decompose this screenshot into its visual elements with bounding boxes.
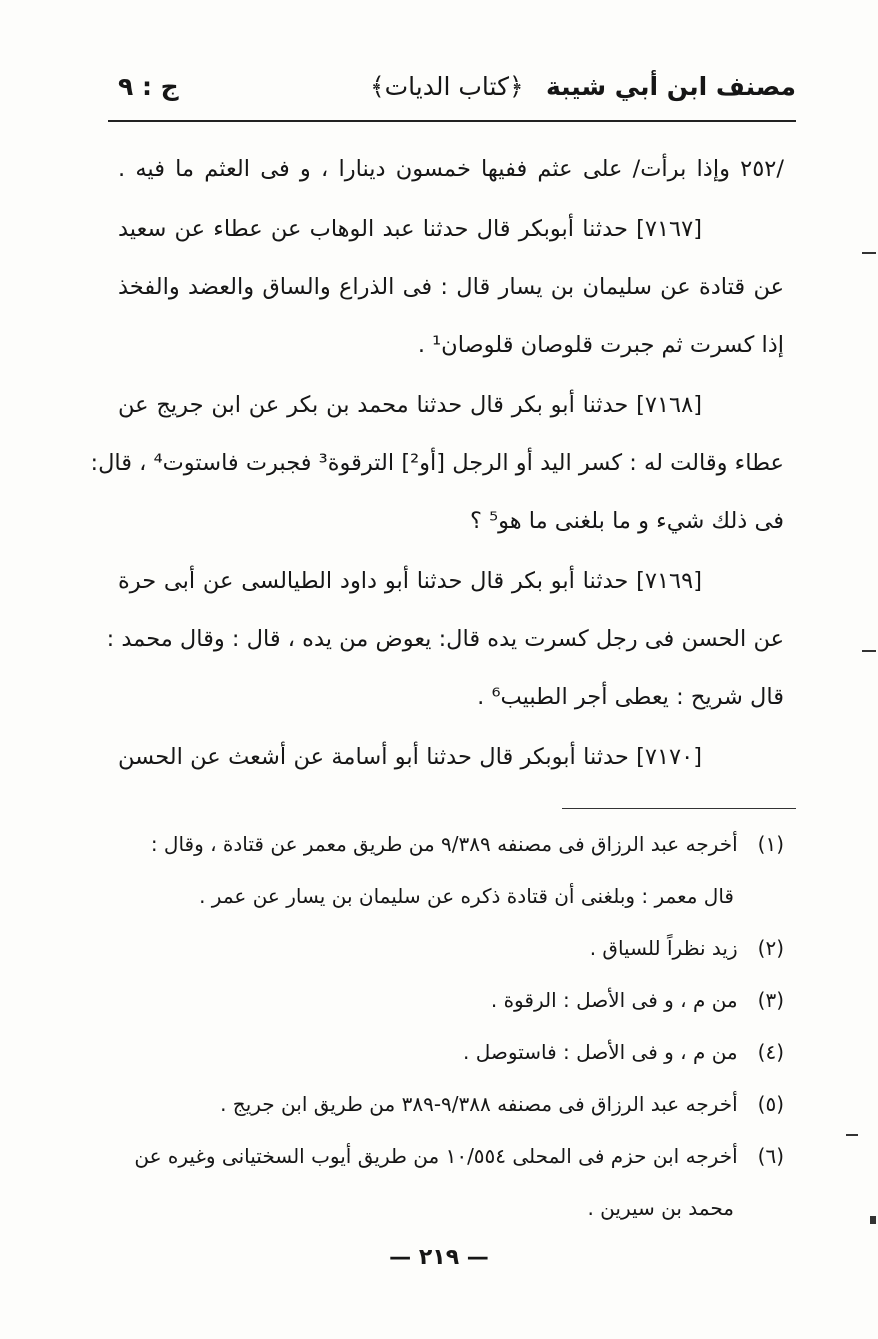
footnote [118, 974, 784, 1026]
footnote-text: أخرجه عبد الرزاق فى مصنفه ٩/٣٨٩ من طريق معمر عن قتادة ، وقال : [150, 832, 738, 856]
text-line: [٧١٦٩] حدثنا أبو بكر قال حدثنا أبو داود الطيالسى عن أبى حرة [118, 568, 702, 594]
text-line: [٧١٧٠] حدثنا أبوبكر قال حدثنا أبو أسامة عن أشعث عن الحسن [118, 744, 702, 770]
footnotes [118, 818, 784, 1234]
footnote [118, 1026, 784, 1078]
chapter-title: ﴿كتاب الديات﴾ [370, 72, 524, 101]
footnote-number: (٣) [757, 988, 784, 1012]
scan-artifact [862, 650, 876, 652]
footnote [118, 1130, 784, 1182]
footnote [118, 818, 784, 870]
text-line: قال شريح : يعطى أجر الطبيب⁶ . [477, 684, 784, 710]
header-rule [108, 120, 796, 122]
footnote-text: أخرجه عبد الرزاق فى مصنفه ٩/٣٨٨-٣٨٩ من طريق ابن جريج . [220, 1092, 738, 1116]
footnote-number: (٢) [757, 936, 784, 960]
footnote-number: (٤) [757, 1040, 784, 1064]
text-line: [٧١٦٨] حدثنا أبو بكر قال حدثنا محمد بن بكر عن ابن جريج عن [118, 392, 702, 418]
text-line: فى ذلك شيء و ما بلغنى ما هو⁵ ؟ [469, 508, 784, 534]
page-number: — ٢١٩ — [389, 1245, 489, 1270]
footnote-number: (١) [757, 832, 784, 856]
book-title: مصنف ابن أبي شيبة [545, 72, 796, 101]
text-line: /٢٥٢ وإذا برأت/ على عثم ففيها خمسون دينارا ، و فى العثم ما فيه . [118, 156, 784, 182]
page-header [108, 68, 796, 118]
text-line: عن قتادة عن سليمان بن يسار قال : فى الذراع والساق والعضد والفخذ [118, 274, 784, 300]
volume-number: ج : ٩ [118, 72, 179, 101]
footnote-number: (٥) [757, 1092, 784, 1116]
footnote-rule [562, 808, 796, 809]
footnote [118, 1078, 784, 1130]
scan-artifact [870, 1216, 876, 1224]
footnote-text: من م ، و فى الأصل : الرقوة . [490, 988, 738, 1012]
footnote-text: أخرجه ابن حزم فى المحلى ١٠/٥٥٤ من طريق أيوب السختيانى وغيره عن [134, 1144, 738, 1168]
text-line: عن الحسن فى رجل كسرت يده قال: يعوض من يده ، قال : وقال محمد : [106, 626, 784, 652]
footnote-text: زيد نظراً للسياق . [589, 936, 738, 960]
text-line: عطاء وقالت له : كسر اليد أو الرجل [أو²] الترقوة³ فجبرت فاستوت⁴ ، قال: [90, 450, 784, 476]
main-text [90, 140, 784, 786]
text-line: [٧١٦٧] حدثنا أبوبكر قال حدثنا عبد الوهاب عن عطاء عن سعيد [118, 216, 702, 242]
footnote-continuation: محمد بن سيرين . [587, 1196, 734, 1220]
footnote-text: من م ، و فى الأصل : فاستوصل . [463, 1040, 738, 1064]
footnote [118, 922, 784, 974]
footnote-continuation: قال معمر : وبلغنى أن قتادة ذكره عن سليمان بن يسار عن عمر . [199, 884, 734, 908]
text-line: إذا كسرت ثم جبرت قلوصان قلوصان¹ . [417, 332, 784, 358]
footnote-number: (٦) [757, 1144, 784, 1168]
scan-artifact [846, 1134, 858, 1136]
scan-artifact [862, 252, 876, 254]
